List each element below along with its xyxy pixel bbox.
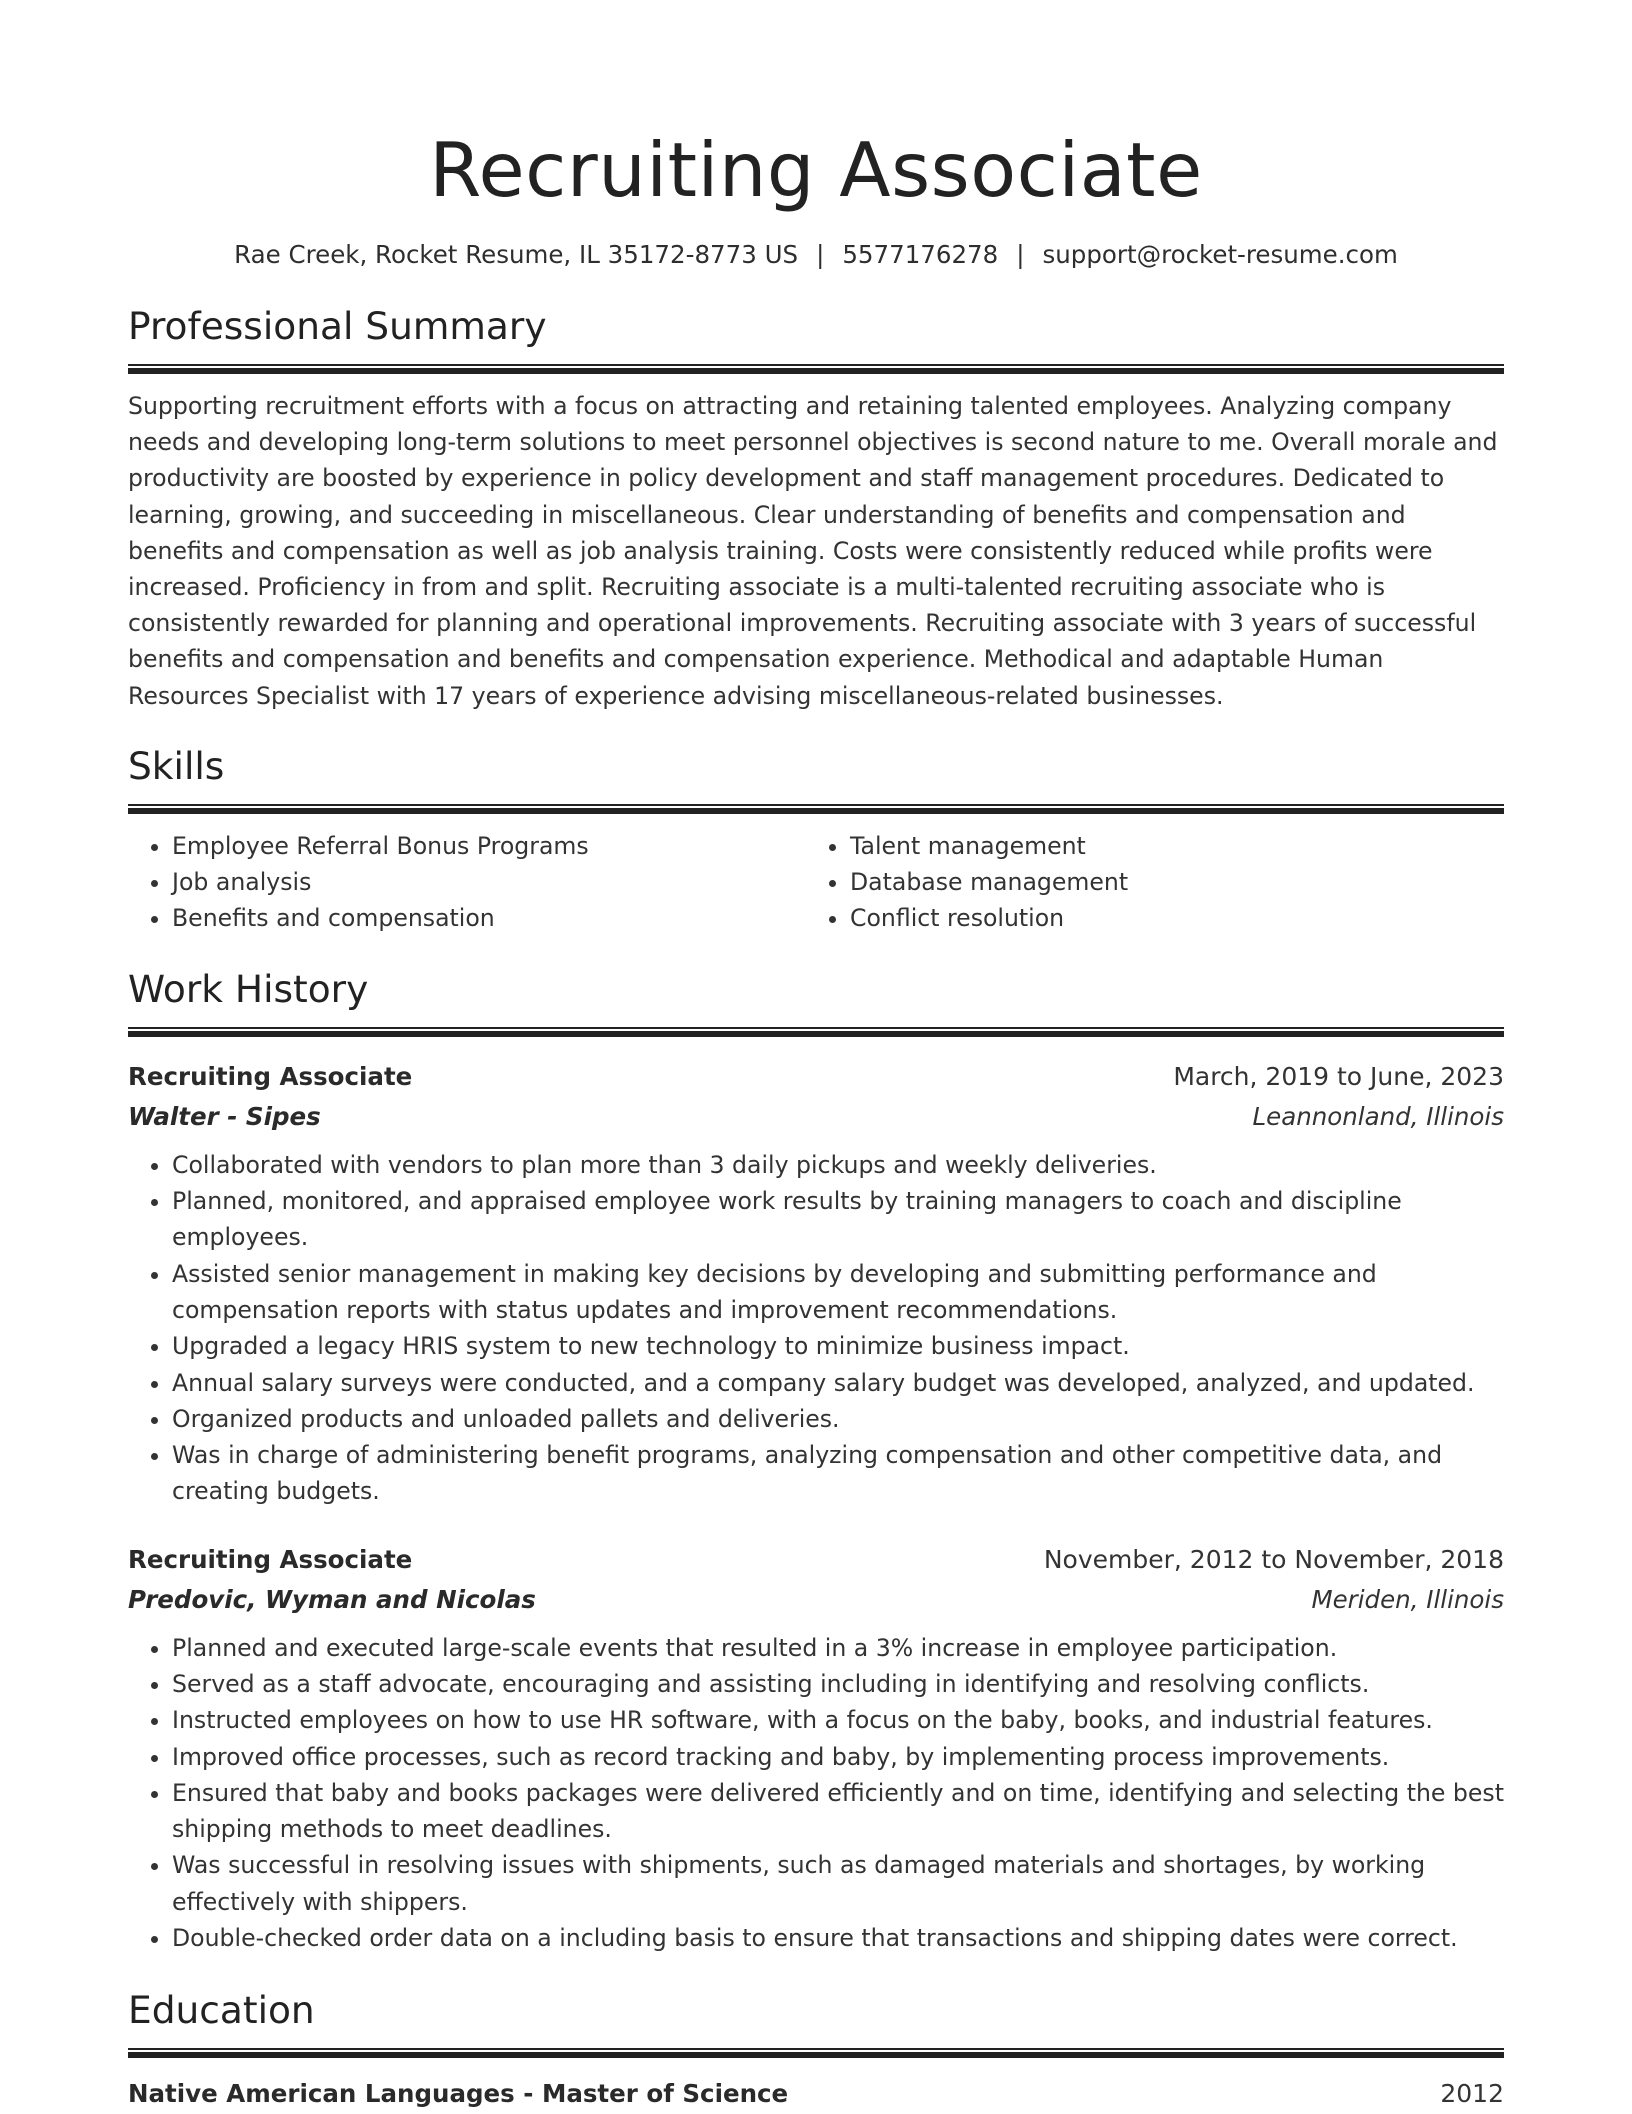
job-duty-item: • Planned, monitored, and appraised employee work results by training managers to coach and discipline employees. — [172, 1183, 1504, 1256]
contact-email: support@rocket-resume.com — [1042, 240, 1398, 269]
education-degree: Native American Languages - Master of Science — [128, 2079, 789, 2109]
education-entry — [128, 2074, 1504, 2114]
skill-item: • Conflict resolution — [850, 900, 1504, 936]
work-history-section — [128, 965, 1504, 1957]
job-company-row — [128, 1580, 1504, 1620]
job-duty-item: • Ensured that baby and books packages were delivered efficiently and on time, identifying and selecting the best shipping methods to meet deadlines. — [172, 1775, 1504, 1848]
job-title: Recruiting Associate — [128, 1544, 413, 1574]
job-duty-item: • Improved office processes, such as record tracking and baby, by implementing process improvements. — [172, 1739, 1504, 1775]
job-dates: March, 2019 to June, 2023 — [1173, 1061, 1504, 1091]
contact-line — [128, 238, 1504, 272]
job-entry — [128, 1057, 1504, 1510]
job-header-row — [128, 1540, 1504, 1580]
section-heading: Work History — [128, 966, 369, 1011]
section-divider — [128, 1027, 1504, 1037]
job-title: Recruiting Associate — [128, 1061, 413, 1091]
summary-text: Supporting recruitment efforts with a focus on attracting and retaining talented employees. Analyzing company needs and developing long-term solutions to meet personnel objectives is second nature to me. Overall morale and productivity are boosted by experience in policy development and staff management procedures. Dedicated to learning, growing, and succeeding in miscellaneous. Clear understanding of benefits and compensation and benefits and compensation as well as job analysis training. Costs were consistently reduced while profits were increased. Proficiency in from and split. Recruiting associate is a multi-talented recruiting associate who is consistently rewarded for planning and operational improvements. Recruiting associate with 3 years of successful benefits and compensation and benefits and compensation experience. Methodical and adaptable Human Resources Specialist with 17 years of experience advising miscellaneous-related businesses. — [128, 392, 1498, 710]
job-duty-item: • Upgraded a legacy HRIS system to new technology to minimize business impact. — [172, 1328, 1504, 1364]
job-dates: November, 2012 to November, 2018 — [1043, 1544, 1504, 1574]
job-company: Predovic, Wyman and Nicolas — [128, 1584, 536, 1614]
section-divider — [128, 804, 1504, 814]
skills-list-right — [806, 828, 1504, 937]
skill-item: • Talent management — [850, 828, 1504, 864]
job-duty-item: • Served as a staff advocate, encouraging and assisting including in identifying and resolving conflicts. — [172, 1666, 1504, 1702]
contact-address: Rae Creek, Rocket Resume, IL 35172-8773 US — [234, 240, 799, 269]
job-duty-item: • Organized products and unloaded pallets and deliveries. — [172, 1401, 1504, 1437]
job-company: Walter - Sipes — [128, 1101, 321, 1131]
job-duties-list — [128, 1630, 1504, 1957]
section-heading: Professional Summary — [128, 304, 547, 348]
section-divider — [128, 364, 1504, 374]
job-entry — [128, 1540, 1504, 1957]
education-section — [128, 1986, 1504, 2114]
skill-item: • Employee Referral Bonus Programs — [172, 828, 806, 864]
section-heading: Education — [128, 1988, 315, 2033]
job-duty-item: • Assisted senior management in making key decisions by developing and submitting performance and compensation reports with status updates and improvement recommendations. — [172, 1256, 1504, 1329]
job-location: Meriden, Illinois — [1311, 1584, 1504, 1614]
section-divider — [128, 2048, 1504, 2058]
job-duty-item: • Instructed employees on how to use HR software, with a focus on the baby, books, and industrial features. — [172, 1702, 1504, 1738]
job-duty-item: • Annual salary surveys were conducted, and a company salary budget was developed, analyzed, and updated. — [172, 1365, 1504, 1401]
job-duty-item: • Planned and executed large-scale events that resulted in a 3% increase in employee participation. — [172, 1630, 1504, 1666]
job-duty-item: • Was in charge of administering benefit programs, analyzing compensation and other competitive data, and creating budgets. — [172, 1437, 1504, 1510]
skill-item: • Benefits and compensation — [172, 900, 806, 936]
job-duty-item: • Double-checked order data on a including basis to ensure that transactions and shipping dates were correct. — [172, 1920, 1504, 1956]
education-year: 2012 — [1440, 2079, 1504, 2109]
job-company-row — [128, 1097, 1504, 1137]
skills-section — [128, 742, 1504, 937]
contact-separator: | — [816, 240, 825, 269]
skills-list-left — [128, 828, 806, 937]
job-duty-item: • Was successful in resolving issues with shipments, such as damaged materials and shortages, by working effectively with shippers. — [172, 1847, 1504, 1920]
job-header-row — [128, 1057, 1504, 1097]
resume-title: Recruiting Associate — [429, 126, 1203, 214]
job-duties-list — [128, 1147, 1504, 1510]
job-duty-item: • Collaborated with vendors to plan more than 3 daily pickups and weekly deliveries. — [172, 1147, 1504, 1183]
contact-separator: | — [1016, 240, 1025, 269]
job-location: Leannonland, Illinois — [1252, 1101, 1504, 1131]
skill-item: • Database management — [850, 864, 1504, 900]
contact-phone: 5577176278 — [842, 240, 999, 269]
section-heading: Skills — [128, 743, 225, 788]
skill-item: • Job analysis — [172, 864, 806, 900]
professional-summary-section — [128, 302, 1504, 714]
skills-grid — [128, 828, 1504, 937]
